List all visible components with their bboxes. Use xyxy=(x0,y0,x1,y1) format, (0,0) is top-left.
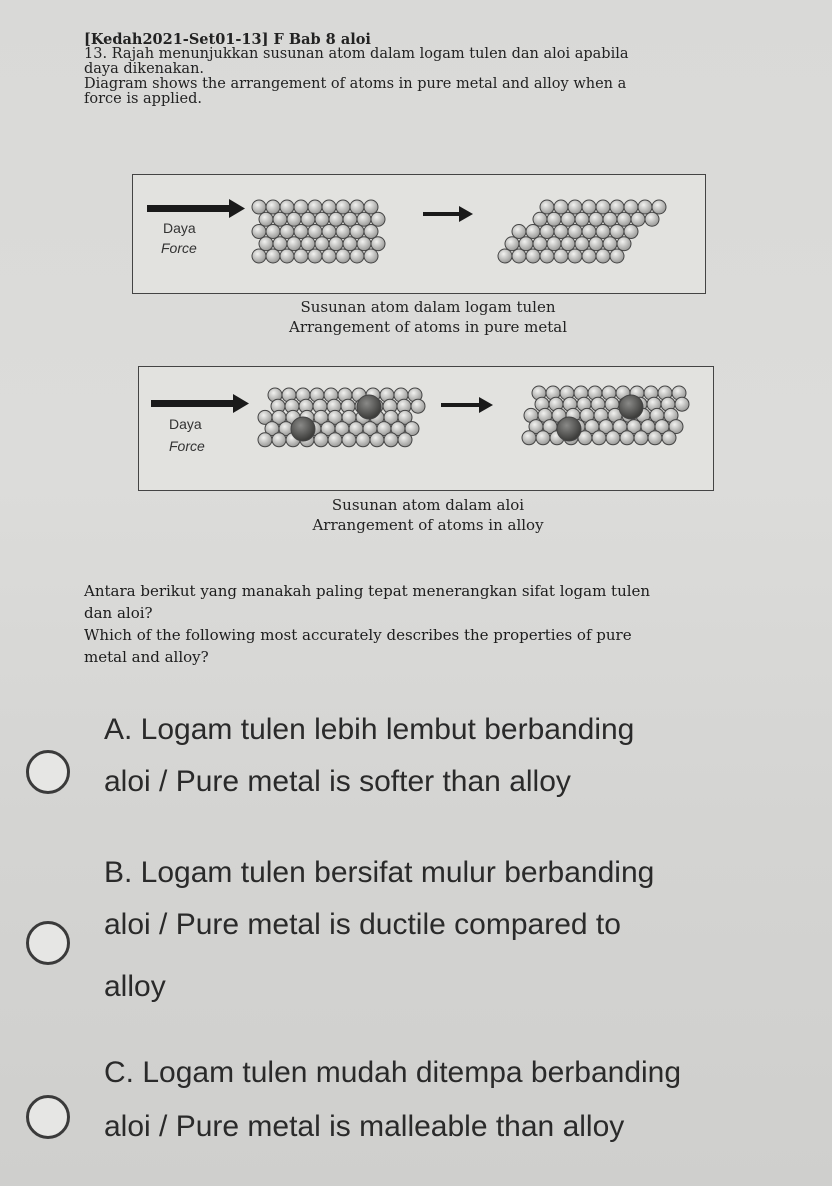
alloy-atom xyxy=(619,395,643,419)
atom xyxy=(329,237,343,251)
atom xyxy=(648,431,662,445)
atom xyxy=(384,433,398,447)
atom xyxy=(272,433,286,447)
atom xyxy=(411,399,425,413)
question-tag: [Kedah2021-Set01-13] F Bab 8 aloi xyxy=(84,31,371,48)
atom xyxy=(252,249,266,263)
atom xyxy=(540,200,554,214)
prompt-ms-2: dan aloi? xyxy=(84,604,153,622)
force-label-ms: Daya xyxy=(163,220,196,236)
atom xyxy=(301,212,315,226)
question-header xyxy=(84,32,784,107)
atom xyxy=(336,225,350,239)
pure-metal-diagram xyxy=(132,174,706,294)
atom xyxy=(294,200,308,214)
force-label-en: Force xyxy=(169,438,205,454)
atom xyxy=(308,225,322,239)
atom xyxy=(592,431,606,445)
atom xyxy=(266,249,280,263)
question-text-ms-2: daya dikenakan. xyxy=(84,61,205,77)
pure-metal-caption-ms: Susunan atom dalam logam tulen xyxy=(300,298,556,316)
atom xyxy=(273,212,287,226)
alloy-atom xyxy=(291,417,315,441)
atom xyxy=(259,237,273,251)
atom xyxy=(350,249,364,263)
atom xyxy=(512,249,526,263)
atom xyxy=(314,433,328,447)
atom xyxy=(308,200,322,214)
option-b-line-1[interactable]: B. Logam tulen bersifat mulur berbanding xyxy=(104,856,655,889)
atom xyxy=(371,212,385,226)
atom xyxy=(540,225,554,239)
atom xyxy=(258,433,272,447)
prompt-en-1: Which of the following most accurately describes the properties of pure xyxy=(84,626,632,644)
atom-lattice-before xyxy=(252,200,385,263)
atom xyxy=(350,200,364,214)
option-b-line-3[interactable]: alloy xyxy=(104,970,166,1003)
atom xyxy=(364,200,378,214)
atom xyxy=(561,237,575,251)
atom xyxy=(533,212,547,226)
atom-lattice-after xyxy=(498,200,666,263)
atom xyxy=(575,212,589,226)
prompt-en-2: metal and alloy? xyxy=(84,648,209,666)
atom xyxy=(370,433,384,447)
pure-metal-caption-en: Arrangement of atoms in pure metal xyxy=(288,318,568,336)
atom xyxy=(266,200,280,214)
atom xyxy=(617,237,631,251)
atom xyxy=(322,249,336,263)
atom xyxy=(294,249,308,263)
atom xyxy=(675,397,689,411)
atom xyxy=(568,200,582,214)
force-label-ms: Daya xyxy=(169,416,202,432)
atom xyxy=(336,249,350,263)
atom xyxy=(533,237,547,251)
atom xyxy=(356,433,370,447)
atom xyxy=(589,237,603,251)
atom xyxy=(603,237,617,251)
atom xyxy=(582,249,596,263)
atom xyxy=(343,237,357,251)
atom xyxy=(547,237,561,251)
atom xyxy=(617,212,631,226)
atom xyxy=(645,212,659,226)
force-arrow-icon xyxy=(151,394,249,413)
atom xyxy=(596,249,610,263)
alloy-caption-en: Arrangement of atoms in alloy xyxy=(312,516,544,534)
atom xyxy=(252,225,266,239)
atom xyxy=(273,237,287,251)
atom xyxy=(638,200,652,214)
atom xyxy=(554,200,568,214)
atom xyxy=(357,237,371,251)
atom xyxy=(634,431,648,445)
atom xyxy=(575,237,589,251)
atom xyxy=(606,431,620,445)
atom xyxy=(287,237,301,251)
option-c-line-1[interactable]: C. Logam tulen mudah ditempa berbanding xyxy=(104,1056,682,1089)
atom xyxy=(498,249,512,263)
atom xyxy=(547,212,561,226)
atom xyxy=(554,225,568,239)
atom xyxy=(336,200,350,214)
atom xyxy=(610,249,624,263)
atom xyxy=(287,212,301,226)
alloy-diagram xyxy=(138,366,714,491)
atom xyxy=(280,225,294,239)
atom xyxy=(554,249,568,263)
atom xyxy=(259,212,273,226)
transition-arrow-icon xyxy=(441,397,493,413)
atom xyxy=(322,225,336,239)
atom xyxy=(343,212,357,226)
question-text-en-2: force is applied. xyxy=(84,91,202,107)
atom xyxy=(342,433,356,447)
atom xyxy=(526,225,540,239)
atom xyxy=(294,225,308,239)
prompt xyxy=(84,580,650,668)
atom xyxy=(624,225,638,239)
atom xyxy=(603,212,617,226)
atom xyxy=(350,225,364,239)
atom xyxy=(512,225,526,239)
question-text-en-1: Diagram shows the arrangement of atoms in pure metal and alloy when a xyxy=(84,76,627,92)
atom xyxy=(589,212,603,226)
atom xyxy=(652,200,666,214)
atom xyxy=(308,249,322,263)
atom xyxy=(662,431,676,445)
atom xyxy=(315,237,329,251)
atom xyxy=(301,237,315,251)
atom xyxy=(610,200,624,214)
option-a-line-1[interactable]: A. Logam tulen lebih lembut berbanding xyxy=(104,713,635,746)
alloy-caption-ms: Susunan atom dalam aloi xyxy=(331,496,525,514)
prompt-ms-1: Antara berikut yang manakah paling tepat menerangkan sifat logam tulen xyxy=(84,582,651,600)
atom xyxy=(522,431,536,445)
atom xyxy=(322,200,336,214)
alloy-lattice-after xyxy=(522,386,689,445)
force-arrow-icon xyxy=(147,199,245,218)
alloy-atom xyxy=(357,395,381,419)
option-c-radio[interactable] xyxy=(26,1095,70,1139)
force-label-en: Force xyxy=(161,240,197,256)
option-c-line-2[interactable]: aloi / Pure metal is malleable than alloy xyxy=(104,1110,625,1143)
atom xyxy=(505,237,519,251)
atom xyxy=(631,212,645,226)
atom xyxy=(536,431,550,445)
atom xyxy=(280,249,294,263)
pure-metal-diagram-svg xyxy=(133,175,705,293)
atom xyxy=(526,249,540,263)
transition-arrow-icon xyxy=(423,206,473,222)
question-text-ms-1: 13. Rajah menunjukkan susunan atom dalam logam tulen dan aloi apabila xyxy=(84,46,629,62)
atom xyxy=(624,200,638,214)
atom xyxy=(610,225,624,239)
atom xyxy=(357,212,371,226)
atom xyxy=(582,200,596,214)
atom xyxy=(315,212,329,226)
alloy-atom xyxy=(557,417,581,441)
atom xyxy=(519,237,533,251)
atom xyxy=(568,225,582,239)
atom xyxy=(280,200,294,214)
atom xyxy=(266,225,280,239)
atom xyxy=(364,225,378,239)
alloy-lattice-before xyxy=(258,388,425,447)
atom xyxy=(329,212,343,226)
atom xyxy=(620,431,634,445)
atom xyxy=(596,200,610,214)
option-a-radio[interactable] xyxy=(26,750,70,794)
alloy-diagram-svg xyxy=(139,367,713,490)
atom xyxy=(328,433,342,447)
atom xyxy=(568,249,582,263)
option-b-radio[interactable] xyxy=(26,921,70,965)
atom xyxy=(364,249,378,263)
atom xyxy=(561,212,575,226)
option-a-line-2[interactable]: aloi / Pure metal is softer than alloy xyxy=(104,765,571,798)
atom xyxy=(582,225,596,239)
atom xyxy=(398,433,412,447)
atom xyxy=(540,249,554,263)
option-b-line-2[interactable]: aloi / Pure metal is ductile compared to xyxy=(104,908,621,941)
atom xyxy=(371,237,385,251)
atom xyxy=(596,225,610,239)
atom xyxy=(252,200,266,214)
